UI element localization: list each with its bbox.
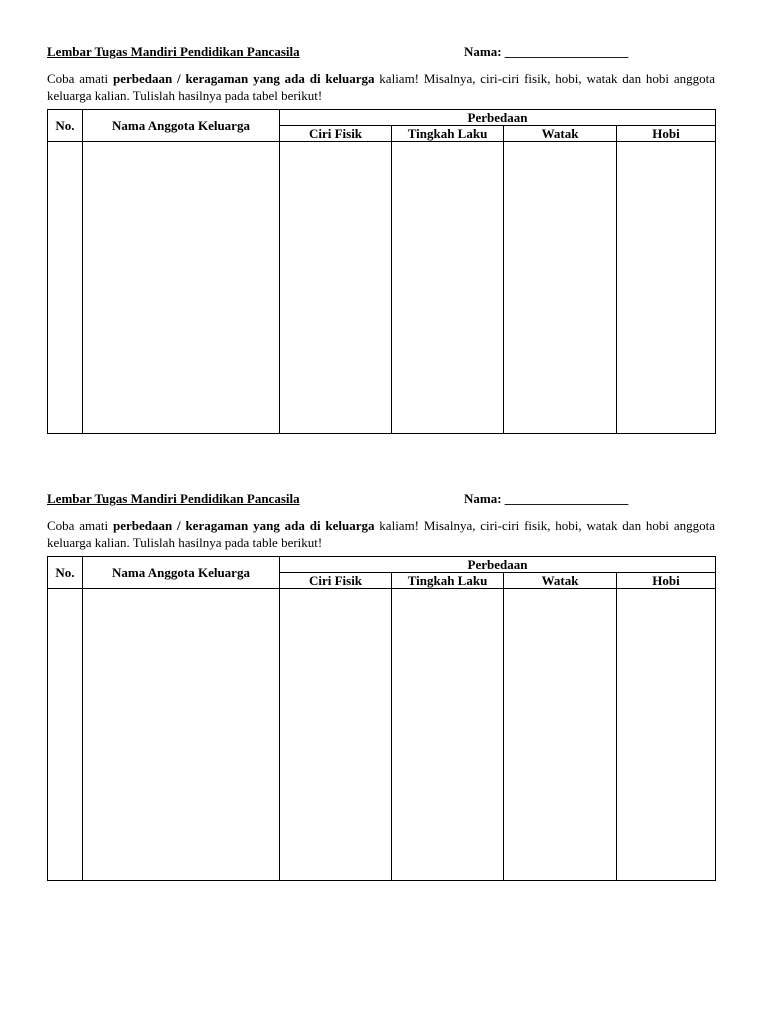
instruction-text-start: Coba amati (47, 71, 113, 86)
cell-hobby[interactable] (617, 142, 716, 434)
worksheet-2 (47, 490, 715, 881)
family-differences-table (47, 556, 716, 881)
cell-no[interactable] (48, 589, 83, 881)
name-field-label: Nama: ___________________ (464, 44, 629, 59)
column-header-hobby: Hobi (617, 573, 716, 589)
instruction-text-start: Coba amati (47, 518, 113, 533)
worksheet-header (47, 490, 715, 508)
cell-behavior[interactable] (392, 142, 504, 434)
column-header-character: Watak (504, 126, 617, 142)
column-header-hobby: Hobi (617, 126, 716, 142)
name-field-label: Nama: ___________________ (464, 491, 629, 506)
group-header-differences: Perbedaan (280, 557, 716, 573)
instruction-emphasis: perbedaan / keragaman yang ada di keluarga (112, 71, 375, 86)
table-row (48, 142, 716, 434)
column-header-physical-traits: Ciri Fisik (280, 126, 392, 142)
worksheet-header (47, 43, 715, 61)
column-header-no: No. (48, 557, 83, 589)
cell-family-member[interactable] (83, 589, 280, 881)
column-header-character: Watak (504, 573, 617, 589)
group-header-differences: Perbedaan (280, 110, 716, 126)
column-header-family-member: Nama Anggota Keluarga (83, 110, 280, 142)
cell-physical-traits[interactable] (280, 142, 392, 434)
instruction-paragraph (47, 70, 715, 104)
column-header-behavior: Tingkah Laku (392, 126, 504, 142)
cell-behavior[interactable] (392, 589, 504, 881)
column-header-no: No. (48, 110, 83, 142)
cell-family-member[interactable] (83, 142, 280, 434)
worksheet-1 (47, 43, 715, 434)
instruction-text-end: kaliam! Misalnya, ciri-ciri fisik, hobi, watak dan hobi anggota keluarga kalian. Tulislah hasilnya pada table berikut! (47, 518, 715, 550)
cell-hobby[interactable] (617, 589, 716, 881)
instruction-text-end: kaliam! Misalnya, ciri-ciri fisik, hobi, watak dan hobi anggota keluarga kalian. Tulislah hasilnya pada tabel berikut! (47, 71, 715, 103)
family-differences-table (47, 109, 716, 434)
worksheet-title: Lembar Tugas Mandiri Pendidikan Pancasila (47, 491, 300, 506)
cell-no[interactable] (48, 142, 83, 434)
worksheet-title: Lembar Tugas Mandiri Pendidikan Pancasila (47, 44, 300, 59)
instruction-paragraph (47, 517, 715, 551)
instruction-emphasis: perbedaan / keragaman yang ada di keluarga (112, 518, 375, 533)
table-row (48, 589, 716, 881)
column-header-behavior: Tingkah Laku (392, 573, 504, 589)
column-header-family-member: Nama Anggota Keluarga (83, 557, 280, 589)
cell-character[interactable] (504, 589, 617, 881)
column-header-physical-traits: Ciri Fisik (280, 573, 392, 589)
cell-character[interactable] (504, 142, 617, 434)
cell-physical-traits[interactable] (280, 589, 392, 881)
